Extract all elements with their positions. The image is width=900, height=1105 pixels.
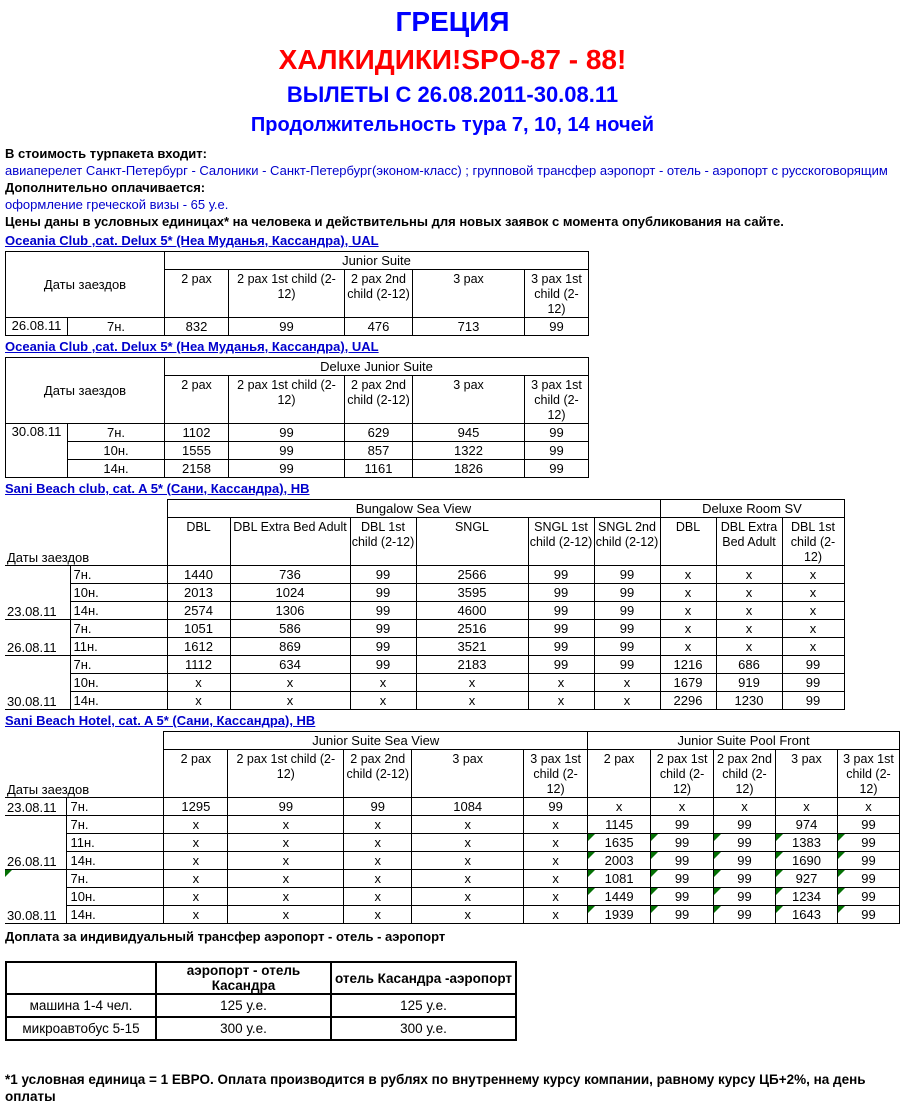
price-row — [6, 442, 589, 460]
nights-cell: 7н. — [67, 816, 164, 834]
occupancy-header: SNGL 1st child (2-12) — [528, 518, 594, 566]
unavailable-cell: x — [528, 674, 594, 692]
hotel-link[interactable]: Sani Beach Hotel, cat. A 5* (Сани, Кассандра), НВ — [5, 713, 316, 728]
transfer-heading: Доплата за индивидуальный трансфер аэропорт - отель - аэропорт — [5, 929, 446, 944]
price-cell: 99 — [229, 460, 345, 478]
unavailable-cell: x — [594, 692, 660, 710]
price-cell: 3595 — [416, 584, 528, 602]
price-cell: 2013 — [167, 584, 230, 602]
price-cell: 99 — [714, 870, 776, 888]
price-cell: 1635 — [588, 834, 651, 852]
unavailable-cell: x — [524, 834, 588, 852]
price-row — [5, 584, 844, 602]
unavailable-cell: x — [228, 834, 344, 852]
nights-cell: 14н. — [70, 692, 167, 710]
price-table — [5, 499, 845, 710]
hotel-link[interactable]: Oceania Club ,cat. Delux 5* (Неа Муданья, Кассандра), UAL — [5, 339, 379, 354]
occupancy-header: 2 pax 2nd child (2-12) — [344, 750, 412, 798]
unavailable-cell: x — [782, 638, 844, 656]
unavailable-cell: x — [660, 620, 716, 638]
price-cell: 99 — [350, 566, 416, 584]
unavailable-cell: x — [412, 870, 524, 888]
price-cell: 1449 — [588, 888, 651, 906]
occupancy-header: 2 pax — [165, 270, 229, 318]
unavailable-cell: x — [524, 888, 588, 906]
price-cell: 99 — [524, 798, 588, 816]
price-cell: 99 — [525, 318, 589, 336]
price-cell: 99 — [229, 424, 345, 442]
transfer-row — [6, 1017, 516, 1040]
transfer-row — [6, 994, 516, 1017]
price-cell: 99 — [837, 906, 899, 924]
unavailable-cell: x — [716, 584, 782, 602]
price-cell: 1322 — [413, 442, 525, 460]
unavailable-cell: x — [412, 834, 524, 852]
room-section-header: Junior Suite Pool Front — [588, 732, 900, 750]
unavailable-cell: x — [344, 888, 412, 906]
extra-text: оформление греческой визы - 65 у.е. — [5, 197, 229, 212]
occupancy-header: 2 pax 2nd child (2-12) — [345, 376, 413, 424]
price-cell: 1230 — [716, 692, 782, 710]
occupancy-header: DBL Extra Bed Adult — [716, 518, 782, 566]
unavailable-cell: x — [228, 870, 344, 888]
unavailable-cell: x — [716, 638, 782, 656]
price-cell: 99 — [229, 442, 345, 460]
price-cell: 4600 — [416, 602, 528, 620]
price-cell: 686 — [716, 656, 782, 674]
room-section-header: Deluxe Room SV — [660, 500, 844, 518]
price-cell: 99 — [714, 834, 776, 852]
price-cell: 99 — [594, 566, 660, 584]
price-cell: 2296 — [660, 692, 716, 710]
dates-header-cell: Даты заездов — [5, 732, 164, 798]
unavailable-cell: x — [837, 798, 899, 816]
occupancy-header: 2 pax 1st child (2-12) — [228, 750, 344, 798]
price-cell: 1555 — [165, 442, 229, 460]
price-row — [5, 692, 844, 710]
price-cell: 476 — [345, 318, 413, 336]
price-cell: 857 — [345, 442, 413, 460]
occupancy-header: 3 pax — [775, 750, 837, 798]
transfer-price-cell: 125 у.е. — [331, 994, 516, 1017]
unavailable-cell: x — [228, 888, 344, 906]
price-cell: 634 — [230, 656, 350, 674]
price-table — [5, 357, 589, 478]
price-cell: 1112 — [167, 656, 230, 674]
price-cell: 586 — [230, 620, 350, 638]
price-cell: 99 — [350, 638, 416, 656]
price-cell: 2574 — [167, 602, 230, 620]
price-cell: 99 — [528, 566, 594, 584]
unavailable-cell: x — [230, 692, 350, 710]
price-row — [5, 906, 900, 924]
unavailable-cell: x — [412, 852, 524, 870]
price-cell: 99 — [350, 602, 416, 620]
price-row — [5, 834, 900, 852]
price-row — [5, 566, 844, 584]
price-cell: 99 — [714, 888, 776, 906]
price-row — [6, 460, 589, 478]
vehicle-type-cell: машина 1-4 чел. — [6, 994, 156, 1017]
price-cell: 1024 — [230, 584, 350, 602]
unavailable-cell: x — [167, 674, 230, 692]
price-cell: 713 — [413, 318, 525, 336]
occupancy-header: SNGL 2nd child (2-12) — [594, 518, 660, 566]
price-cell: 2516 — [416, 620, 528, 638]
room-section-header: Deluxe Junior Suite — [165, 358, 589, 376]
price-cell: 99 — [782, 692, 844, 710]
price-cell: 1939 — [588, 906, 651, 924]
price-cell: 1679 — [660, 674, 716, 692]
unavailable-cell: x — [528, 692, 594, 710]
departures-title: ВЫЛЕТЫ С 26.08.2011-30.08.11 — [286, 82, 619, 107]
includes-text: авиаперелет Санкт-Петербург - Салоники - Санкт-Петербург(эконом-класс) ; групповой трансфер аэропорт - отель - аэропорт с русскоговорящим — [5, 163, 888, 178]
unavailable-cell: x — [716, 620, 782, 638]
price-cell: 1081 — [588, 870, 651, 888]
unavailable-cell: x — [782, 620, 844, 638]
nights-cell: 10н. — [68, 442, 165, 460]
price-row — [5, 798, 900, 816]
price-cell: 99 — [714, 852, 776, 870]
price-cell: 1826 — [413, 460, 525, 478]
price-cell: 1295 — [164, 798, 228, 816]
price-cell: 99 — [714, 906, 776, 924]
transfer-empty-header — [6, 962, 156, 994]
price-cell: 1161 — [345, 460, 413, 478]
price-cell: 99 — [350, 656, 416, 674]
unavailable-cell: x — [164, 870, 228, 888]
price-cell: 2183 — [416, 656, 528, 674]
unavailable-cell: x — [524, 906, 588, 924]
transfer-price-cell: 300 у.е. — [156, 1017, 331, 1040]
price-cell: 99 — [651, 906, 714, 924]
price-cell: 99 — [350, 584, 416, 602]
date-cell: 26.08.11 — [6, 318, 68, 336]
price-cell: 99 — [228, 798, 344, 816]
price-row — [5, 638, 844, 656]
unavailable-cell: x — [782, 584, 844, 602]
unavailable-cell: x — [716, 602, 782, 620]
occupancy-header: 3 pax 1st child (2-12) — [525, 376, 589, 424]
price-cell: 99 — [528, 656, 594, 674]
price-row — [6, 424, 589, 442]
unavailable-cell: x — [775, 798, 837, 816]
nights-cell: 14н. — [68, 460, 165, 478]
unavailable-cell: x — [660, 638, 716, 656]
occupancy-header: 2 pax — [588, 750, 651, 798]
price-cell: 99 — [837, 888, 899, 906]
duration-title: Продолжительность тура 7, 10, 14 ночей — [250, 114, 655, 136]
unavailable-cell: x — [782, 566, 844, 584]
price-row — [5, 656, 844, 674]
price-cell: 99 — [837, 816, 899, 834]
price-cell: 974 — [775, 816, 837, 834]
unavailable-cell: x — [344, 906, 412, 924]
price-cell: 99 — [837, 852, 899, 870]
unavailable-cell: x — [524, 852, 588, 870]
price-cell: 99 — [714, 816, 776, 834]
unavailable-cell: x — [164, 852, 228, 870]
date-cell: 30.08.11 — [5, 656, 70, 710]
transfer-price-cell: 300 у.е. — [331, 1017, 516, 1040]
unavailable-cell: x — [167, 692, 230, 710]
nights-cell: 7н. — [67, 798, 164, 816]
price-cell: 99 — [837, 870, 899, 888]
extra-label: Дополнительно оплачивается: — [5, 180, 206, 195]
nights-cell: 10н. — [70, 674, 167, 692]
price-row — [5, 674, 844, 692]
country-title: ГРЕЦИЯ — [395, 6, 510, 37]
nights-cell: 7н. — [68, 318, 165, 336]
price-row — [5, 870, 900, 888]
room-section-header: Junior Suite — [165, 252, 589, 270]
price-cell: 99 — [344, 798, 412, 816]
price-cell: 2158 — [165, 460, 229, 478]
room-section-header: Bungalow Sea View — [167, 500, 660, 518]
dates-header-cell: Даты заездов — [6, 358, 165, 424]
price-cell: 99 — [528, 620, 594, 638]
nights-cell: 10н. — [70, 584, 167, 602]
occupancy-header: 3 pax — [413, 376, 525, 424]
price-row — [5, 888, 900, 906]
price-table — [5, 731, 900, 924]
unavailable-cell: x — [594, 674, 660, 692]
nights-cell: 7н. — [67, 870, 164, 888]
price-cell: 99 — [594, 620, 660, 638]
price-cell: 869 — [230, 638, 350, 656]
price-cell: 2566 — [416, 566, 528, 584]
occupancy-header: DBL 1st child (2-12) — [350, 518, 416, 566]
price-row — [6, 318, 589, 336]
nights-cell: 7н. — [70, 566, 167, 584]
price-cell: 1306 — [230, 602, 350, 620]
price-cell: 629 — [345, 424, 413, 442]
price-cell: 1612 — [167, 638, 230, 656]
room-section-header: Junior Suite Sea View — [164, 732, 588, 750]
price-cell: 99 — [651, 816, 714, 834]
price-cell: 99 — [782, 656, 844, 674]
occupancy-header: DBL 1st child (2-12) — [782, 518, 844, 566]
price-cell: 99 — [782, 674, 844, 692]
occupancy-header: DBL — [167, 518, 230, 566]
occupancy-header: 3 pax 1st child (2-12) — [525, 270, 589, 318]
prices-note: Цены даны в условных единицах* на человека и действительны для новых заявок с момента опубликования на сайте. — [5, 214, 784, 229]
occupancy-header: 2 pax 1st child (2-12) — [229, 376, 345, 424]
transfer-table-container — [5, 961, 900, 1041]
date-cell: 30.08.11 — [6, 424, 68, 478]
occupancy-header: 3 pax 1st child (2-12) — [524, 750, 588, 798]
price-row — [5, 816, 900, 834]
price-cell: 99 — [594, 584, 660, 602]
nights-cell: 11н. — [67, 834, 164, 852]
occupancy-header: 2 pax — [164, 750, 228, 798]
vehicle-type-cell: микроавтобус 5-15 — [6, 1017, 156, 1040]
nights-cell: 7н. — [68, 424, 165, 442]
price-cell: 1383 — [775, 834, 837, 852]
price-cell: 1690 — [775, 852, 837, 870]
unavailable-cell: x — [230, 674, 350, 692]
nights-cell: 10н. — [67, 888, 164, 906]
unavailable-cell: x — [344, 852, 412, 870]
nights-cell: 11н. — [70, 638, 167, 656]
price-cell: 1084 — [412, 798, 524, 816]
price-cell: 1102 — [165, 424, 229, 442]
unavailable-cell: x — [412, 816, 524, 834]
price-row — [5, 620, 844, 638]
occupancy-header: 2 pax 1st child (2-12) — [229, 270, 345, 318]
unavailable-cell: x — [344, 816, 412, 834]
unavailable-cell: x — [164, 834, 228, 852]
unavailable-cell: x — [412, 888, 524, 906]
unavailable-cell: x — [524, 816, 588, 834]
price-cell: 1440 — [167, 566, 230, 584]
nights-cell: 14н. — [67, 906, 164, 924]
unavailable-cell: x — [660, 584, 716, 602]
price-table — [5, 251, 589, 336]
unavailable-cell: x — [660, 602, 716, 620]
occupancy-header: 2 pax 2nd child (2-12) — [345, 270, 413, 318]
unavailable-cell: x — [782, 602, 844, 620]
price-cell: 1643 — [775, 906, 837, 924]
unavailable-cell: x — [416, 692, 528, 710]
hotel-link[interactable]: Oceania Club ,cat. Delux 5* (Неа Муданья, Кассандра), UAL — [5, 233, 379, 248]
price-cell: 919 — [716, 674, 782, 692]
transfer-price-table — [5, 961, 517, 1041]
price-cell: 99 — [525, 424, 589, 442]
occupancy-header: SNGL — [416, 518, 528, 566]
occupancy-header: 3 pax — [413, 270, 525, 318]
price-cell: 1216 — [660, 656, 716, 674]
date-cell: 23.08.11 — [5, 566, 70, 620]
price-cell: 99 — [651, 888, 714, 906]
occupancy-header: 2 pax 1st child (2-12) — [651, 750, 714, 798]
price-cell: 99 — [837, 834, 899, 852]
occupancy-header: 2 pax 2nd child (2-12) — [714, 750, 776, 798]
unavailable-cell: x — [164, 906, 228, 924]
unavailable-cell: x — [412, 906, 524, 924]
nights-cell: 7н. — [70, 620, 167, 638]
price-cell: 99 — [350, 620, 416, 638]
price-cell: 99 — [651, 834, 714, 852]
nights-cell: 7н. — [70, 656, 167, 674]
footnote: *1 условная единица = 1 ЕВРО. Оплата производится в рублях по внутреннему курсу компании, равному курсу ЦБ+2%, на день оплаты — [5, 1072, 866, 1104]
occupancy-header: DBL — [660, 518, 716, 566]
date-cell: 26.08.11 — [5, 620, 70, 656]
nights-cell: 14н. — [67, 852, 164, 870]
transfer-price-cell: 125 у.е. — [156, 994, 331, 1017]
unavailable-cell: x — [164, 888, 228, 906]
price-row — [5, 852, 900, 870]
transfer-direction-header: аэропорт - отель Касандра — [156, 962, 331, 994]
price-cell: 1051 — [167, 620, 230, 638]
price-cell: 927 — [775, 870, 837, 888]
date-cell: 26.08.11 — [5, 816, 67, 870]
occupancy-header: 3 pax 1st child (2-12) — [837, 750, 899, 798]
unavailable-cell: x — [350, 674, 416, 692]
unavailable-cell: x — [588, 798, 651, 816]
price-cell: 1145 — [588, 816, 651, 834]
unavailable-cell: x — [651, 798, 714, 816]
unavailable-cell: x — [524, 870, 588, 888]
price-cell: 99 — [594, 656, 660, 674]
unavailable-cell: x — [228, 816, 344, 834]
price-cell: 945 — [413, 424, 525, 442]
price-cell: 99 — [594, 602, 660, 620]
hotel-tables-container — [5, 230, 900, 924]
unavailable-cell: x — [660, 566, 716, 584]
price-cell: 99 — [528, 584, 594, 602]
occupancy-header: 3 pax — [412, 750, 524, 798]
price-cell: 99 — [525, 442, 589, 460]
price-cell: 99 — [528, 602, 594, 620]
price-cell: 736 — [230, 566, 350, 584]
unavailable-cell: x — [228, 852, 344, 870]
nights-cell: 14н. — [70, 602, 167, 620]
dates-header-cell: Даты заездов — [5, 500, 167, 566]
price-cell: 99 — [528, 638, 594, 656]
dates-header-cell: Даты заездов — [6, 252, 165, 318]
price-cell: 1234 — [775, 888, 837, 906]
price-cell: 3521 — [416, 638, 528, 656]
unavailable-cell: x — [714, 798, 776, 816]
transfer-direction-header: отель Касандра -аэропорт — [331, 962, 516, 994]
occupancy-header: DBL Extra Bed Adult — [230, 518, 350, 566]
price-cell: 832 — [165, 318, 229, 336]
promo-title: ХАЛКИДИКИ!SPO-87 - 88! — [278, 44, 627, 75]
price-cell: 99 — [651, 870, 714, 888]
unavailable-cell: x — [164, 816, 228, 834]
price-cell: 2003 — [588, 852, 651, 870]
price-row — [5, 602, 844, 620]
hotel-link[interactable]: Sani Beach club, cat. A 5* (Сани, Кассандра), НВ — [5, 481, 310, 496]
price-cell: 99 — [229, 318, 345, 336]
unavailable-cell: x — [350, 692, 416, 710]
date-cell: 23.08.11 — [5, 798, 67, 816]
unavailable-cell: x — [344, 834, 412, 852]
price-cell: 99 — [594, 638, 660, 656]
occupancy-header: 2 pax — [165, 376, 229, 424]
includes-label: В стоимость турпакета входит: — [5, 146, 207, 161]
unavailable-cell: x — [416, 674, 528, 692]
unavailable-cell: x — [344, 870, 412, 888]
price-cell: 99 — [525, 460, 589, 478]
unavailable-cell: x — [228, 906, 344, 924]
date-cell: 30.08.11 — [5, 870, 67, 924]
unavailable-cell: x — [716, 566, 782, 584]
price-cell: 99 — [651, 852, 714, 870]
